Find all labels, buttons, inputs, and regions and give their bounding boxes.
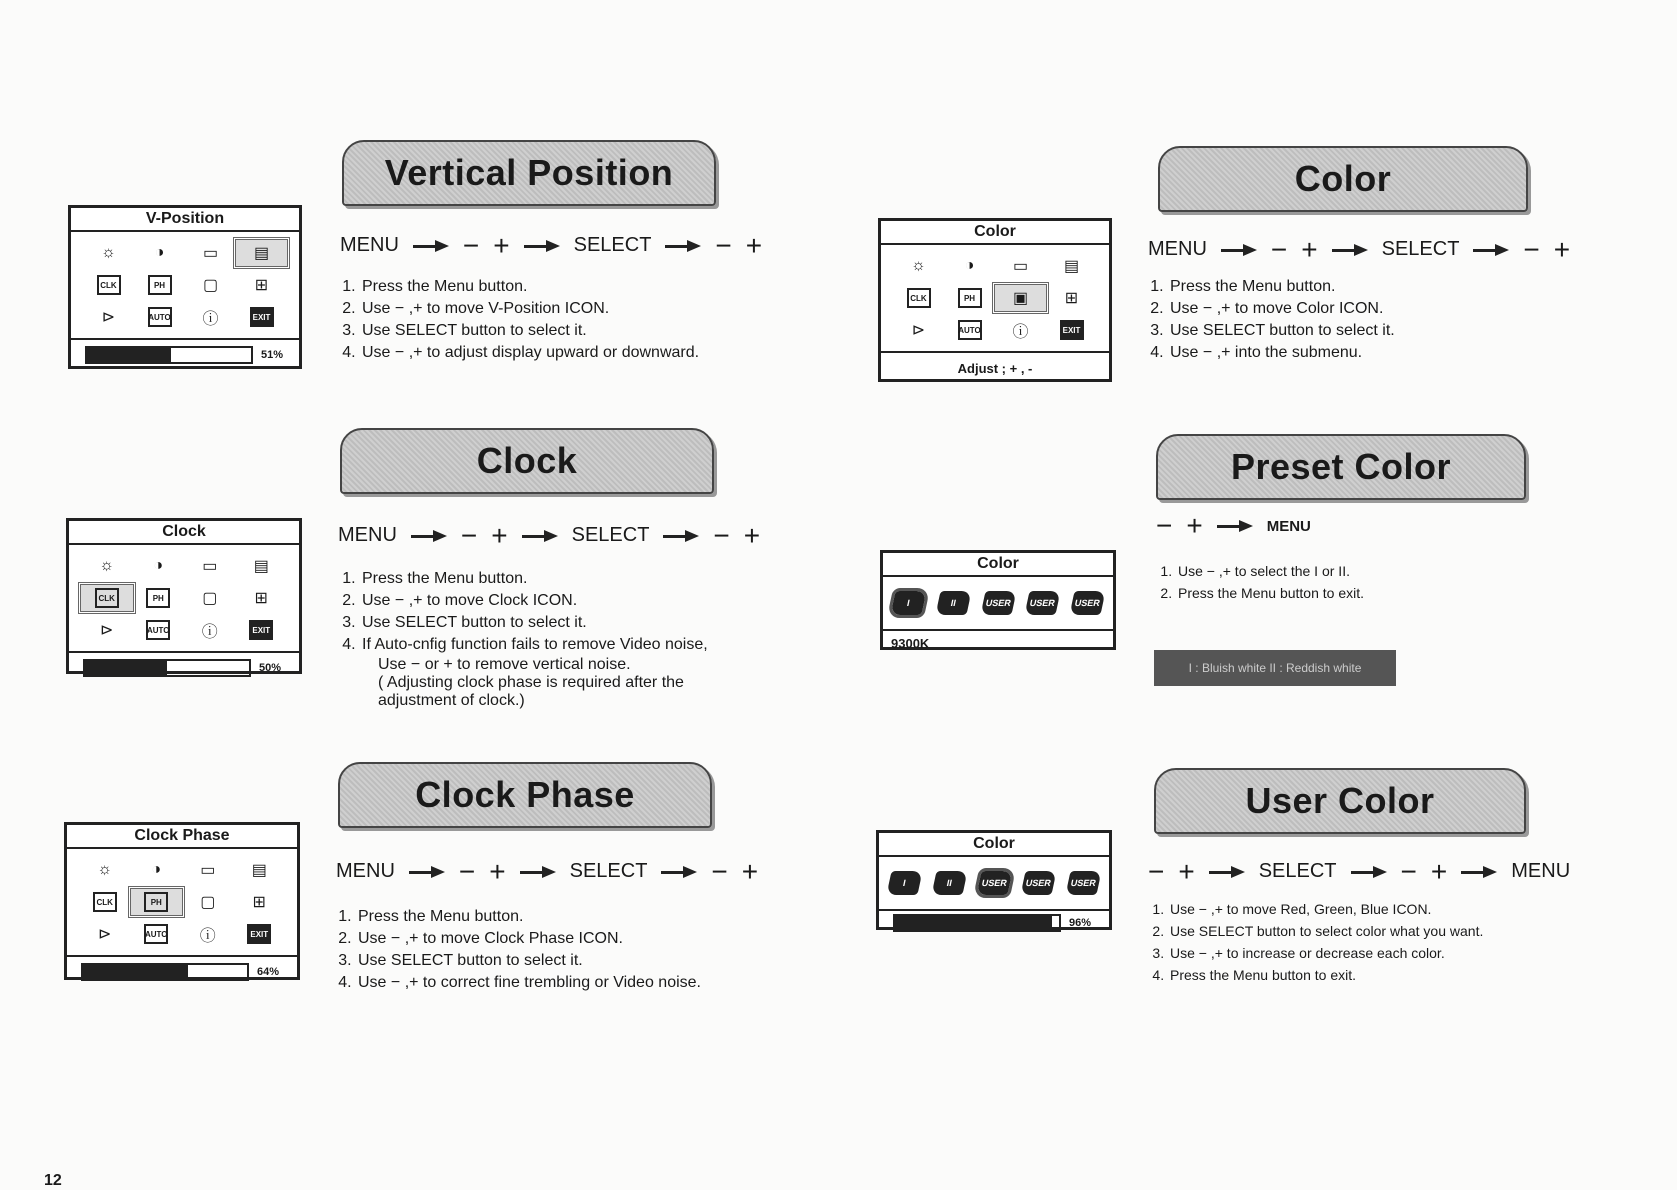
flow-step: −: [1270, 233, 1288, 265]
flow-step: +: [493, 229, 510, 261]
level-bar: [83, 659, 251, 677]
preset-swatches: [883, 577, 1113, 629]
arrow-icon: [1332, 246, 1368, 254]
contrast-icon: ◑: [964, 257, 975, 274]
flow-step: −: [460, 519, 478, 551]
flow-step: +: [743, 519, 761, 551]
clock-phase-banner: [338, 762, 712, 828]
phase-icon: PH: [944, 285, 995, 311]
step-note: ( Adjusting clock phase is required after the: [378, 674, 684, 691]
preset-caption: [1154, 650, 1396, 686]
step-note: Use − or + to remove vertical noise.: [378, 656, 631, 673]
clock-phase-flow: [336, 855, 759, 887]
vertical-position-flow: [340, 229, 763, 261]
flow-step: +: [1186, 510, 1203, 541]
step: 3. Use SELECT button to select it.: [356, 950, 746, 972]
auto-icon: AUTO: [134, 304, 185, 330]
arrow-icon: [1473, 246, 1509, 254]
phase-icon: PH: [131, 889, 183, 915]
clock-phase-osd: [64, 822, 300, 980]
section-title: User Color: [1245, 780, 1435, 821]
level-bar: [893, 914, 1061, 932]
arrow-icon: [1221, 246, 1257, 254]
section-title: Preset Color: [1230, 446, 1452, 487]
clock-icon: CLK: [81, 585, 133, 611]
arrow-icon: [663, 532, 699, 540]
preset-color-banner: [1156, 434, 1526, 500]
user-color-osd: [876, 830, 1112, 930]
preset-i-icon: I: [890, 591, 926, 615]
step: 1. Use − ,+ to select the I or II.: [1176, 560, 1536, 582]
arrow-icon: [1351, 868, 1387, 876]
arrow-icon: [413, 242, 449, 250]
size-icon: ▢: [200, 894, 216, 911]
user-color-banner: [1154, 768, 1526, 834]
osd-title: Color: [879, 833, 1109, 857]
clock-icon: CLK: [83, 272, 134, 298]
osd-footer: [69, 651, 299, 683]
h-position-icon: ▭: [200, 862, 216, 879]
osd-icon-grid: [71, 232, 299, 338]
level-percent: 50%: [259, 662, 282, 674]
osd-icon-grid: [67, 849, 297, 955]
recall-icon: ⊳: [101, 309, 116, 326]
color-temp-icon: ⊞: [1064, 290, 1079, 307]
h-position-icon: ▭: [202, 558, 218, 575]
flow-step: SELECT: [573, 234, 652, 256]
arrow-icon: [1461, 868, 1497, 876]
v-position-icon: ▤: [1063, 258, 1080, 275]
v-position-icon: ▤: [236, 240, 287, 266]
step: 2. Use SELECT button to select color what you want.: [1168, 920, 1488, 942]
step: 3. Use SELECT button to select it.: [360, 612, 750, 634]
phase-icon: PH: [133, 585, 185, 611]
preset-ii-icon: II: [931, 871, 967, 895]
flow-step: MENU: [1266, 517, 1311, 535]
user-blue-icon: USER: [1066, 871, 1102, 895]
recall-icon: ⊳: [98, 926, 112, 943]
section-title: Color: [1294, 158, 1392, 199]
flow-step: +: [489, 855, 506, 887]
contrast-icon: ◑: [151, 861, 162, 878]
flow-step: +: [1553, 233, 1571, 265]
exit-icon: EXIT: [1046, 317, 1097, 343]
brightness-icon: ☼: [97, 861, 113, 878]
flow-step: −: [1148, 855, 1165, 887]
recall-icon: ⊳: [911, 322, 926, 339]
language-icon: ⓘ: [1012, 323, 1029, 341]
flow-step: +: [741, 855, 759, 887]
flow-step: MENU: [1511, 860, 1571, 882]
auto-icon: AUTO: [133, 617, 185, 643]
arrow-icon: [661, 868, 697, 876]
clock-steps: [340, 568, 750, 710]
contrast-icon: ◑: [154, 244, 165, 261]
clock-phase-steps: [336, 906, 746, 994]
step: 1. Press the Menu button.: [1168, 276, 1548, 298]
preset-color-osd: [880, 550, 1116, 650]
arrow-icon: [522, 532, 558, 540]
preset-color-steps: [1156, 560, 1536, 604]
flow-step: MENU: [340, 234, 399, 256]
section-title: Vertical Position: [384, 152, 674, 193]
flow-step: MENU: [338, 524, 397, 546]
brightness-icon: ☼: [99, 557, 115, 574]
step: 1. Press the Menu button.: [360, 276, 740, 298]
step: 1. Press the Menu button.: [356, 906, 746, 928]
flow-step: SELECT: [1258, 860, 1337, 882]
user-swatches: [879, 857, 1109, 909]
osd-footer: [67, 955, 297, 987]
clock-osd: [66, 518, 302, 674]
color-temp-icon: ⊞: [254, 277, 269, 294]
color-steps: [1148, 276, 1548, 364]
osd-footer: [71, 338, 299, 370]
phase-icon: PH: [134, 272, 185, 298]
caption-text: I : Bluish white II : Reddish white: [1188, 661, 1362, 675]
user-red-icon: USER: [980, 591, 1016, 615]
color-temp-icon: ⊞: [254, 590, 268, 607]
brightness-icon: ☼: [911, 257, 926, 274]
flow-step: −: [1523, 233, 1540, 265]
osd-title: Clock: [69, 521, 299, 545]
flow-step: SELECT: [1381, 238, 1460, 260]
exit-icon: EXIT: [234, 921, 286, 947]
flow-step: +: [1301, 233, 1318, 265]
color-flow: [1148, 233, 1571, 265]
flow-step: −: [458, 855, 476, 887]
auto-icon: AUTO: [131, 921, 183, 947]
arrow-icon: [1209, 868, 1245, 876]
flow-step: +: [745, 229, 763, 261]
auto-icon: AUTO: [944, 317, 995, 343]
flow-step: +: [1430, 855, 1448, 887]
step: 2. Use − ,+ to move Color ICON.: [1168, 298, 1548, 320]
clock-banner: [340, 428, 714, 494]
step: 2. Press the Menu button to exit.: [1176, 582, 1536, 604]
arrow-icon: [520, 868, 556, 876]
step: [360, 634, 750, 710]
step: 3. Use − ,+ to increase or decrease each color.: [1168, 942, 1488, 964]
recall-icon: ⊳: [100, 622, 114, 639]
step-note: adjustment of clock.): [378, 692, 525, 709]
v-position-osd: [68, 205, 302, 369]
arrow-icon: [665, 242, 701, 250]
flow-step: MENU: [336, 860, 395, 882]
v-position-icon: ▤: [251, 862, 267, 879]
clock-flow: [338, 519, 761, 551]
language-icon: ⓘ: [201, 623, 218, 641]
user-color-steps: [1148, 898, 1488, 986]
preset-ii-icon: II: [935, 591, 971, 615]
level-percent: 64%: [257, 966, 280, 978]
osd-footer: [879, 909, 1109, 935]
clock-icon: CLK: [79, 889, 131, 915]
flow-step: −: [715, 229, 732, 261]
language-icon: ⓘ: [199, 927, 216, 945]
arrow-icon: [409, 868, 445, 876]
color-temp-icon: ⊞: [252, 894, 266, 911]
flow-step: SELECT: [571, 524, 650, 546]
h-position-icon: ▭: [1012, 258, 1029, 275]
user-red-icon: USER: [976, 871, 1012, 895]
step: 4. Use − ,+ to adjust display upward or downward.: [360, 342, 740, 364]
osd-title: Color: [883, 553, 1113, 577]
exit-icon: EXIT: [236, 617, 288, 643]
h-position-icon: ▭: [202, 245, 219, 262]
step: 3. Use SELECT button to select it.: [1168, 320, 1548, 342]
step-text: If Auto-cnfig function fails to remove Video noise,: [362, 636, 708, 653]
exit-icon: EXIT: [236, 304, 287, 330]
user-blue-icon: USER: [1070, 591, 1106, 615]
vertical-position-banner: [342, 140, 716, 206]
step: 3. Use SELECT button to select it.: [360, 320, 740, 342]
page-number-left: 12: [44, 1172, 62, 1189]
flow-step: SELECT: [569, 860, 648, 882]
color-icon: ▣: [995, 285, 1046, 311]
step: 1. Press the Menu button.: [360, 568, 750, 590]
flow-step: −: [711, 855, 728, 887]
section-title: Clock Phase: [415, 774, 635, 815]
color-osd: [878, 218, 1112, 382]
arrow-icon: [1217, 522, 1253, 530]
user-green-icon: USER: [1021, 871, 1057, 895]
flow-step: MENU: [1148, 238, 1207, 260]
step: 1. Use − ,+ to move Red, Green, Blue ICON.: [1168, 898, 1488, 920]
flow-step: −: [1156, 510, 1173, 541]
step: 4. Use − ,+ into the submenu.: [1168, 342, 1548, 364]
osd-title: V-Position: [71, 208, 299, 232]
brightness-icon: ☼: [101, 244, 116, 261]
color-banner: [1158, 146, 1528, 212]
size-icon: ▢: [202, 590, 218, 607]
osd-title: Color: [881, 221, 1109, 245]
step: 4. Press the Menu button to exit.: [1168, 964, 1488, 986]
section-title: Clock: [476, 440, 578, 481]
adjust-hint: Adjust ; + , -: [957, 360, 1033, 376]
step: 2. Use − ,+ to move V-Position ICON.: [360, 298, 740, 320]
osd-icon-grid: [881, 245, 1109, 351]
step: 2. Use − ,+ to move Clock ICON.: [360, 590, 750, 612]
step: 2. Use − ,+ to move Clock Phase ICON.: [356, 928, 746, 950]
preset-i-icon: I: [886, 871, 922, 895]
osd-icon-grid: [69, 545, 299, 651]
preset-color-flow: [1156, 510, 1311, 541]
osd-footer: [883, 629, 1113, 655]
clock-icon: CLK: [893, 285, 944, 311]
user-green-icon: USER: [1025, 591, 1061, 615]
preset-value: 9300K: [891, 635, 930, 651]
step: 4. Use − ,+ to correct fine trembling or Video noise.: [356, 972, 746, 994]
flow-step: −: [713, 519, 730, 551]
flow-step: −: [462, 229, 480, 261]
vertical-position-steps: [340, 276, 740, 364]
arrow-icon: [524, 242, 560, 250]
arrow-icon: [411, 532, 447, 540]
contrast-icon: ◑: [153, 557, 164, 574]
osd-title: Clock Phase: [67, 825, 297, 849]
v-position-icon: ▤: [253, 558, 269, 575]
flow-step: +: [491, 519, 508, 551]
osd-footer: [881, 351, 1109, 383]
flow-step: +: [1178, 855, 1195, 887]
language-icon: ⓘ: [202, 310, 219, 328]
level-bar: [81, 963, 249, 981]
level-bar: [85, 346, 253, 364]
level-percent: 96%: [1069, 917, 1092, 929]
flow-step: −: [1400, 855, 1417, 887]
size-icon: ▢: [202, 277, 219, 294]
user-color-flow: [1148, 855, 1571, 887]
level-percent: 51%: [261, 349, 284, 361]
